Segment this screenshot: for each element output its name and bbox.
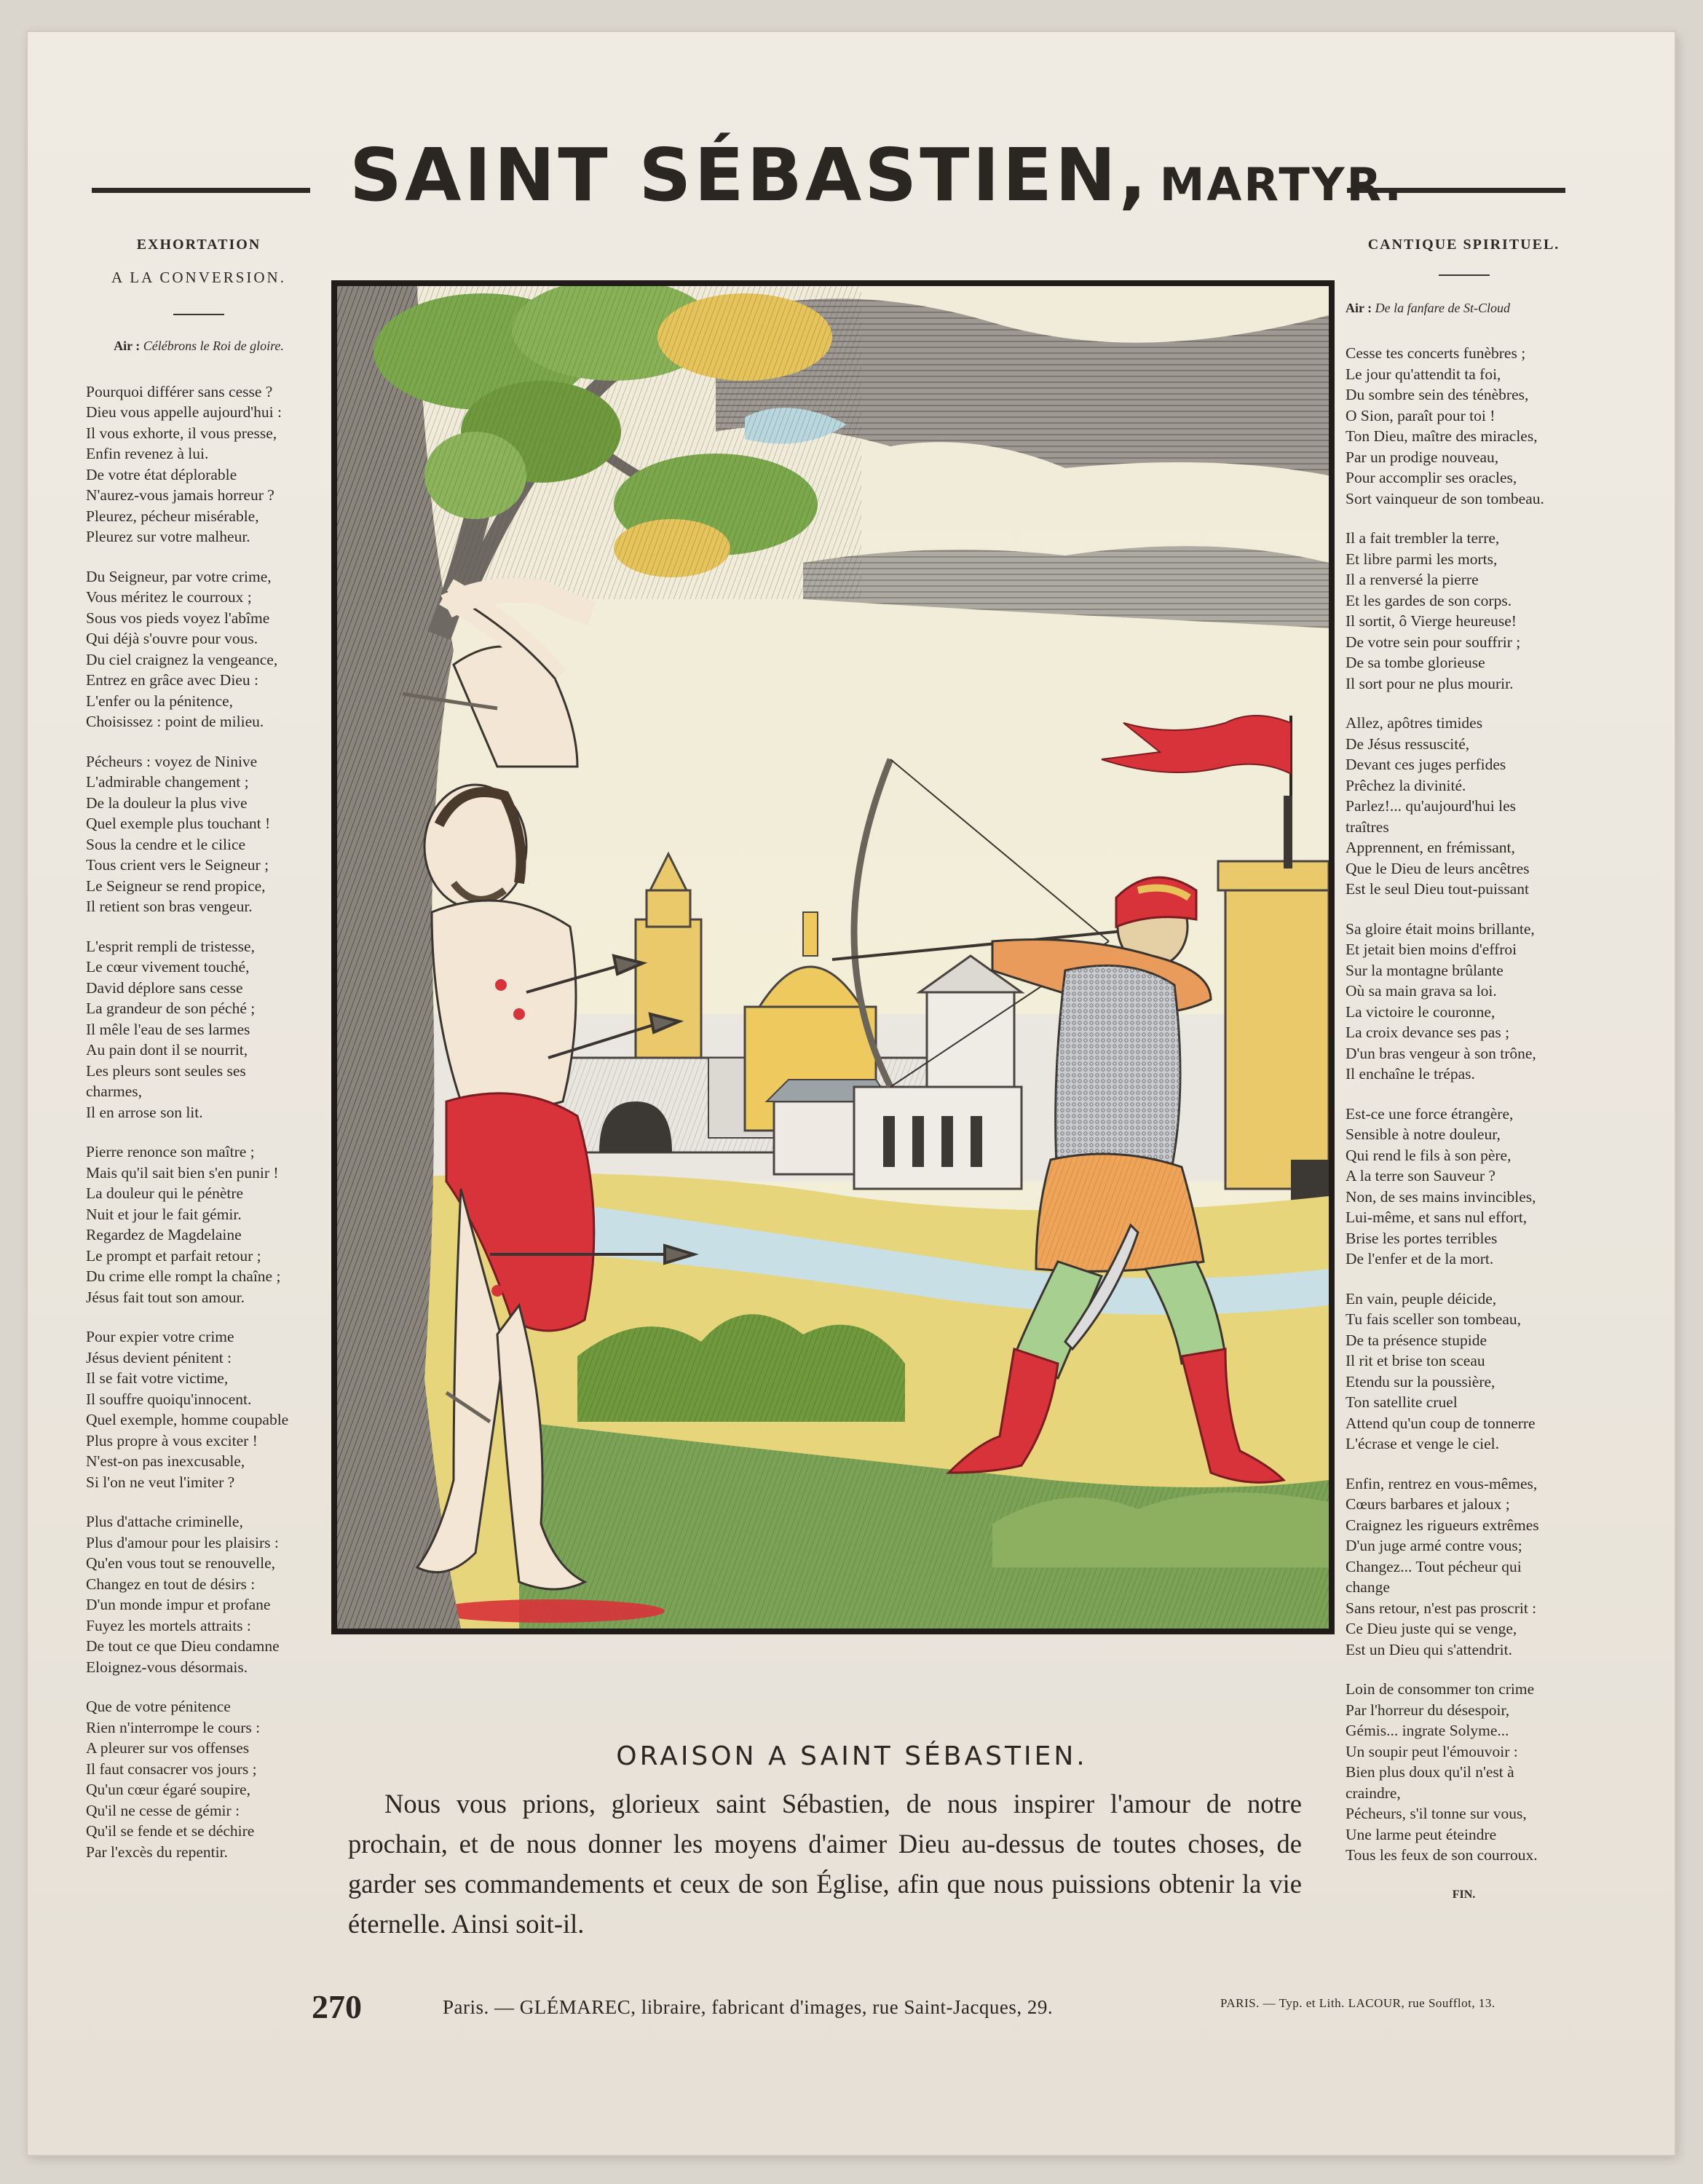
verse-line: L'enfer ou la pénitence, — [86, 692, 234, 710]
verse-line: A la terre son Sauveur ? — [1346, 1167, 1495, 1184]
verse-line: En vain, peuple déicide, — [1346, 1289, 1497, 1307]
verse-line: Nuit et jour le fait gémir. — [86, 1205, 242, 1223]
verse-line: Plus d'amour pour les plaisirs : — [86, 1533, 279, 1551]
martyrdom-illustration — [337, 286, 1329, 1629]
verse-line: Il mêle l'eau de ses larmes — [86, 1020, 250, 1038]
verse-line: D'un monde impur et profane — [86, 1596, 271, 1613]
verse-line: Qui rend le fils à son père, — [1346, 1146, 1512, 1164]
verse-line: Il se fait votre victime, — [86, 1369, 229, 1387]
verse-line: Il sortit, ô Vierge heureuse! — [1346, 612, 1517, 630]
right-air-tune: De la fanfare de St-Cloud — [1375, 300, 1510, 315]
verse-line: Plus propre à vous exciter ! — [86, 1431, 258, 1449]
left-stanzas — [86, 381, 312, 1863]
verse-line: Ce Dieu juste qui se venge, — [1346, 1620, 1517, 1637]
verse-line: Il faut consacrer vos jours ; — [86, 1760, 257, 1778]
verse-line: Sa gloire était moins brillante, — [1346, 919, 1535, 938]
verse-line: Pourquoi différer sans cesse ? — [86, 382, 273, 400]
left-column-hymn — [86, 234, 312, 1881]
verse-line: Bien plus doux qu'il n'est à — [1346, 1763, 1514, 1781]
verse-line: Et libre parmi les morts, — [1346, 550, 1498, 568]
stanza — [1346, 1289, 1582, 1455]
verse-line: Pleurez, pécheur misérable, — [86, 507, 259, 525]
verse-line: Est-ce une force étrangère, — [1346, 1104, 1514, 1123]
verse-line: Il a fait trembler la terre, — [1346, 529, 1500, 547]
verse-line: De ta présence stupide — [1346, 1331, 1487, 1349]
title-sub: MARTYR. — [1159, 158, 1404, 211]
verse-line: Le Seigneur se rend propice, — [86, 877, 266, 895]
verse-line: L'esprit rempli de tristesse, — [86, 937, 255, 955]
verse-line: N'aurez-vous jamais horreur ? — [86, 486, 274, 504]
verse-line: Entrez en grâce avec Dieu : — [86, 671, 258, 689]
verse-line: Tous les feux de son courroux. — [1346, 1846, 1538, 1864]
verse-line: Brise les portes terribles — [1346, 1229, 1498, 1247]
right-column-hymn — [1346, 234, 1582, 1905]
left-air — [86, 336, 312, 357]
stanza — [86, 381, 312, 547]
prayer-text: Nous vous prions, glorieux saint Sébastien, de nous inspirer l'amour de notre prochain, et de nous donner les moyens d'aimer Dieu au-dessus de toutes choses, de garder ses commandements et ceux de son Église, afin que nous puissions obtenir la vie éternelle. Ainsi soit-il. — [348, 1789, 1302, 1939]
verse-line: Il rit et brise ton sceau — [1346, 1352, 1485, 1369]
verse-line: Sort vainqueur de son tombeau. — [1346, 489, 1544, 507]
verse-line: La victoire le couronne, — [1346, 1002, 1495, 1021]
stanza — [86, 751, 312, 917]
verse-line: Jésus fait tout son amour. — [86, 1288, 245, 1306]
stanza — [86, 936, 312, 1123]
stanza — [1346, 528, 1582, 694]
publisher-line: Paris. — GLÉMAREC, libraire, fabricant d'images, rue Saint-Jacques, 29. — [443, 1996, 1054, 2018]
verse-line: L'admirable changement ; — [86, 773, 249, 791]
stanza — [1346, 1679, 1582, 1866]
verse-line: Pleurez sur votre malheur. — [86, 528, 250, 545]
verse-line: Qu'un cœur égaré soupire, — [86, 1781, 250, 1798]
verse-line: De l'enfer et de la mort. — [1346, 1250, 1494, 1267]
verse-line: Cesse tes concerts funèbres ; — [1346, 344, 1526, 362]
verse-line: Une larme peut éteindre — [1346, 1825, 1497, 1843]
fin-mark: FIN. — [1452, 1888, 1476, 1901]
verse-line: De tout ce que Dieu condamne — [86, 1637, 280, 1655]
stanza — [1346, 1473, 1582, 1661]
right-heading: CANTIQUE SPIRITUEL. — [1367, 237, 1560, 253]
verse-line: A pleurer sur vos offenses — [86, 1739, 250, 1757]
verse-line: Que le Dieu de leurs ancêtres — [1346, 859, 1530, 877]
verse-line: Il sort pour ne plus mourir. — [1346, 674, 1514, 692]
verse-line: Cœurs barbares et jaloux ; — [1346, 1495, 1510, 1513]
verse-line: Plus d'attache criminelle, — [86, 1513, 243, 1530]
verse-line: Prêchez la divinité. — [1346, 776, 1466, 794]
right-separator — [1439, 274, 1490, 276]
title-rule-left — [92, 188, 310, 193]
left-subheading: A LA CONVERSION. — [111, 268, 286, 286]
verse-line: Sensible à notre douleur, — [1346, 1125, 1501, 1143]
verse-line: Qui déjà s'ouvre pour vous. — [86, 630, 258, 647]
verse-line: Pécheurs : voyez de Ninive — [86, 752, 258, 770]
verse-line: De la douleur la plus vive — [86, 794, 248, 812]
verse-line: Quel exemple plus touchant ! — [86, 815, 271, 832]
verse-line: L'écrase et venge le ciel. — [1346, 1435, 1499, 1452]
verse-line: Et les gardes de son corps. — [1346, 591, 1512, 609]
verse-line: La grandeur de son péché ; — [86, 1000, 256, 1017]
verse-line: Que de votre pénitence — [86, 1698, 231, 1715]
verse-line: Où sa main grava sa loi. — [1346, 982, 1497, 1000]
left-heading: EXHORTATION — [136, 237, 261, 253]
verse-line: Pierre renonce son maître ; — [86, 1143, 255, 1160]
verse-line: Jésus devient pénitent : — [86, 1348, 232, 1366]
verse-line: Devant ces juges perfides — [1346, 756, 1506, 773]
stanza — [1346, 919, 1582, 1085]
verse-line: Allez, apôtres timides — [1346, 714, 1483, 732]
verse-line: Un soupir peut l'émouvoir : — [1346, 1742, 1518, 1760]
verse-line: Tu fais sceller son tombeau, — [1346, 1310, 1522, 1328]
verse-line: Dieu vous appelle aujourd'hui : — [86, 403, 282, 421]
verse-line: craindre, — [1346, 1784, 1401, 1802]
verse-line: Le jour qu'attendit ta foi, — [1346, 365, 1501, 383]
verse-line: Enfin revenez à lui. — [86, 445, 209, 462]
verse-line: La croix devance ses pas ; — [1346, 1024, 1510, 1041]
verse-line: David déplore sans cesse — [86, 978, 243, 997]
verse-line: Il retient son bras vengeur. — [86, 898, 253, 915]
verse-line: N'est-on pas inexcusable, — [86, 1452, 245, 1470]
stanza — [1346, 343, 1582, 509]
verse-line: Ton Dieu, maître des miracles, — [1346, 427, 1538, 445]
verse-line: De Jésus ressuscité, — [1346, 735, 1470, 753]
verse-line: Du Seigneur, par votre crime, — [86, 567, 272, 585]
stanza — [86, 566, 312, 732]
verse-line: charmes, — [86, 1083, 143, 1100]
left-separator — [173, 314, 224, 315]
verse-line: Si l'on ne veut l'imiter ? — [86, 1473, 235, 1491]
prayer-title: ORAISON A SAINT SÉBASTIEN. — [616, 1741, 1088, 1771]
verse-line: Enfin, rentrez en vous-mêmes, — [1346, 1474, 1538, 1492]
verse-line: Par l'horreur du désespoir, — [1346, 1701, 1510, 1719]
verse-line: Du ciel craignez la vengeance, — [86, 650, 278, 668]
verse-line: Attend qu'un coup de tonnerre — [1346, 1414, 1536, 1432]
foliage — [366, 286, 861, 599]
verse-line: Vous méritez le courroux ; — [86, 588, 252, 606]
verse-line: Sans retour, n'est pas proscrit : — [1346, 1599, 1537, 1617]
verse-line: De votre état déplorable — [86, 465, 237, 483]
verse-line: Par un prodige nouveau, — [1346, 448, 1499, 466]
verse-line: change — [1346, 1578, 1390, 1596]
verse-line: Au pain dont il se nourrit, — [86, 1041, 248, 1059]
verse-line: Lui-même, et sans nul effort, — [1346, 1208, 1528, 1226]
verse-line: Le cœur vivement touché, — [86, 958, 250, 976]
stanza — [86, 1696, 312, 1862]
verse-line: De sa tombe glorieuse — [1346, 654, 1485, 671]
print-number: 270 — [312, 1988, 362, 2025]
verse-line: Il enchaîne le trépas. — [1346, 1065, 1475, 1083]
verse-line: Par l'excès du repentir. — [86, 1843, 228, 1861]
verse-line: Gémis... ingrate Solyme... — [1346, 1722, 1509, 1739]
printer-line: PARIS. — Typ. et Lith. LACOUR, rue Soufflot, 13. — [1220, 1996, 1495, 2010]
verse-line: Qu'en vous tout se renouvelle, — [86, 1554, 276, 1572]
verse-line: Changez... Tout pécheur qui — [1346, 1557, 1522, 1575]
verse-line: Regardez de Magdelaine — [86, 1226, 242, 1243]
verse-line: Est un Dieu qui s'attendrit. — [1346, 1640, 1512, 1658]
verse-line: Qu'il se fende et se déchire — [86, 1822, 255, 1840]
verse-line: Il souffre quoiqu'innocent. — [86, 1390, 252, 1408]
left-air-label: Air : — [114, 339, 141, 353]
verse-line: Loin de consommer ton crime — [1346, 1680, 1535, 1698]
stanza — [1346, 1104, 1582, 1270]
verse-line: Il en arrose son lit. — [86, 1103, 203, 1121]
verse-line: De votre sein pour souffrir ; — [1346, 633, 1521, 651]
verse-line: Sous vos pieds voyez l'abîme — [86, 609, 270, 627]
stanza — [86, 1326, 312, 1492]
illustration-frame — [331, 280, 1335, 1634]
verse-line: Non, de ses mains invincibles, — [1346, 1187, 1536, 1206]
verse-line: Apprennent, en frémissant, — [1346, 839, 1515, 856]
verse-line: Et jetait bien moins d'effroi — [1346, 941, 1517, 958]
verse-line: Qu'il ne cesse de gémir : — [86, 1801, 240, 1819]
verse-line: Choisissez : point de milieu. — [86, 713, 264, 730]
verse-line: Les pleurs sont seules ses — [86, 1061, 246, 1080]
verse-line: Du crime elle rompt la chaîne ; — [86, 1267, 281, 1285]
verse-line: La douleur qui le pénètre — [86, 1184, 244, 1202]
verse-line: Parlez!... qu'aujourd'hui les — [1346, 797, 1517, 815]
right-stanzas — [1346, 343, 1582, 1866]
verse-line: Il a renversé la pierre — [1346, 571, 1479, 588]
verse-line: D'un bras vengeur à son trône, — [1346, 1044, 1536, 1062]
left-air-tune: Célébrons le Roi de gloire. — [143, 339, 284, 353]
verse-line: Rien n'interrompe le cours : — [86, 1718, 261, 1736]
right-air — [1346, 298, 1582, 319]
verse-line: Mais qu'il sait bien s'en punir ! — [86, 1163, 279, 1182]
stanza — [86, 1511, 312, 1677]
verse-line: D'un juge armé contre vous; — [1346, 1537, 1522, 1554]
page-title — [349, 132, 1404, 218]
verse-line: Craignez les rigueurs extrêmes — [1346, 1516, 1539, 1534]
verse-line: Le prompt et parfait retour ; — [86, 1246, 261, 1265]
verse-line: Pour expier votre crime — [86, 1328, 234, 1345]
verse-line: Tous crient vers le Seigneur ; — [86, 856, 269, 874]
verse-line: Ton satellite cruel — [1346, 1393, 1458, 1411]
verse-line: Etendu sur la poussière, — [1346, 1372, 1495, 1390]
verse-line: Est le seul Dieu tout-puissant — [1346, 880, 1529, 898]
verse-line: Quel exemple, homme coupable — [86, 1411, 289, 1428]
right-air-label: Air : — [1346, 300, 1372, 315]
verse-line: O Sion, paraît pour toi ! — [1346, 406, 1495, 424]
title-main: SAINT SÉBASTIEN, — [349, 132, 1150, 218]
verse-line: Eloignez-vous désormais. — [86, 1658, 248, 1676]
stanza — [86, 1142, 312, 1307]
verse-line: Du sombre sein des ténèbres, — [1346, 386, 1529, 403]
verse-line: Changez en tout de désirs : — [86, 1575, 256, 1593]
verse-line: traîtres — [1346, 818, 1389, 836]
verse-line: Sous la cendre et le cilice — [86, 835, 246, 853]
stanza — [1346, 713, 1582, 900]
verse-line: Sur la montagne brûlante — [1346, 961, 1504, 979]
verse-line: Pour accomplir ses oracles, — [1346, 469, 1517, 486]
verse-line: Fuyez les mortels attraits : — [86, 1616, 251, 1634]
verse-line: Il vous exhorte, il vous presse, — [86, 424, 277, 442]
verse-line: Pécheurs, s'il tonne sur vous, — [1346, 1805, 1527, 1822]
